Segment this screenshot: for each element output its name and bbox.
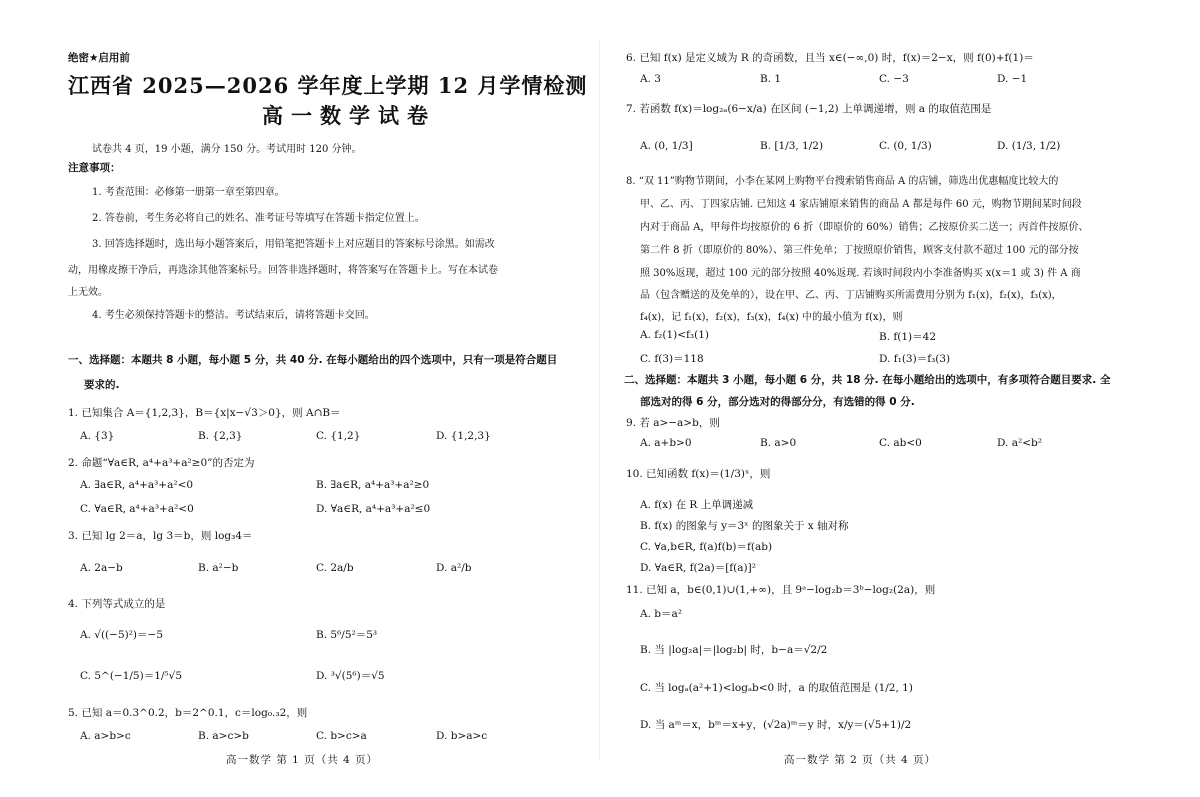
- q9-option-d: D. a²<b²: [997, 437, 1042, 449]
- q6-option-c: C. −3: [879, 73, 909, 85]
- q10-stem: 10. 已知函数 f(x)＝(1/3)ˣ，则: [626, 468, 771, 480]
- q8-line-1: 8. “双 11”购物节期间，小李在某网上购物平台搜索销售商品 A 的店铺，筛选出优惠幅度比较大的: [626, 176, 1059, 187]
- q1-option-b: B. {2,3}: [198, 430, 243, 442]
- q11-option-b: B. 当 |log₂a|＝|log₂b| 时，b−a＝√2/2: [640, 644, 828, 656]
- q9-stem: 9. 若 a>−a>b，则: [626, 417, 720, 429]
- q9-option-a: A. a+b>0: [640, 437, 692, 449]
- section-1-heading: 一、选择题：本题共 8 小题，每小题 5 分，共 40 分. 在每小题给出的四个选项中，只有一项是符合题目: [68, 354, 558, 366]
- q7-stem: 7. 若函数 f(x)＝log₂ₐ(6−x/a) 在区间 (−1,2) 上单调递增，则 a 的取值范围是: [626, 103, 992, 115]
- q5-option-b: B. a>c>b: [198, 730, 249, 742]
- page-footer: 高一数学 第 1 页（共 4 页）: [226, 754, 379, 766]
- q5-option-c: C. b>c>a: [316, 730, 367, 742]
- q3-option-a: A. 2a−b: [80, 562, 123, 574]
- q5-stem: 5. 已知 a＝0.3^0.2，b＝2^0.1，c＝log₀.₃2，则: [68, 707, 308, 719]
- q8-line-2: 甲、乙、丙、丁四家店铺. 已知这 4 家店铺原来销售的商品 A 都是每件 60 元，购物节期间某时间段: [640, 199, 1082, 210]
- q1-stem: 1. 已知集合 A＝{1,2,3}，B＝{x|x−√3＞0}，则 A∩B＝: [68, 407, 341, 419]
- q4-option-c: C. 5^(−1/5)＝1/⁵√5: [80, 670, 183, 682]
- exam-subtitle: 高一数学试卷: [262, 103, 436, 128]
- note-3-cont: 动，用橡皮擦干净后，再选涂其他答案标号。回答非选择题时，将答案写在答题卡上。写在本试卷: [68, 265, 498, 276]
- note-4: 4. 考生必须保持答题卡的整洁。考试结束后，请将答题卡交回。: [92, 310, 375, 321]
- q4-option-b: B. 5⁶/5²＝5³: [316, 629, 378, 641]
- q4-stem: 4. 下列等式成立的是: [68, 598, 166, 610]
- q2-option-b: B. ∃a∈R, a⁴+a³+a²≥0: [316, 479, 430, 491]
- q2-stem: 2. 命题“∀a∈R, a⁴+a³+a²≥0”的否定为: [68, 457, 255, 469]
- q10-option-b: B. f(x) 的图象与 y＝3ˣ 的图象关于 x 轴对称: [640, 520, 849, 532]
- q3-option-d: D. a²/b: [436, 562, 472, 574]
- q10-option-d: D. ∀a∈R, f(2a)＝[f(a)]²: [640, 562, 756, 574]
- q8-option-a: A. f₂(1)<f₃(1): [640, 329, 709, 341]
- q10-option-a: A. f(x) 在 R 上单调递减: [640, 499, 754, 511]
- q8-option-d: D. f₁(3)＝f₃(3): [879, 353, 951, 365]
- q11-option-d: D. 当 aᵐ＝x，bᵐ＝x+y，(√2a)ᵐ＝y 时，x/y＝(√5+1)/2: [640, 719, 912, 731]
- q1-option-c: C. {1,2}: [316, 430, 361, 442]
- section-1-heading-cont: 要求的.: [84, 379, 120, 391]
- q3-option-b: B. a²−b: [198, 562, 239, 574]
- section-2-heading: 二、选择题：本题共 3 小题，每小题 6 分，共 18 分. 在每小题给出的选项中，有多项符合题目要求. 全: [624, 374, 1111, 386]
- q6-option-a: A. 3: [640, 73, 661, 85]
- exam-title: 江西省 2025—2026 学年度上学期 12 月学情检测: [68, 73, 588, 98]
- q6-stem: 6. 已知 f(x) 是定义域为 R 的奇函数，且当 x∈(−∞,0) 时，f(x)＝2−x，则 f(0)+f(1)＝: [626, 52, 1034, 64]
- q8-option-b: B. f(1)＝42: [879, 331, 937, 343]
- q1-option-a: A. {3}: [80, 430, 115, 442]
- q1-option-d: D. {1,2,3}: [436, 430, 491, 442]
- q7-option-a: A. (0, 1/3]: [640, 140, 693, 152]
- q3-option-c: C. 2a/b: [316, 562, 354, 574]
- note-3: 3. 回答选择题时，选出每小题答案后，用铅笔把答题卡上对应题目的答案标号涂黑。如需改: [92, 239, 495, 250]
- q9-option-c: C. ab<0: [879, 437, 922, 449]
- q8-line-5: 照 30%返现，超过 100 元的部分按照 40%返现. 若该时间段内小李准备购买 x(x＝1 或 3) 件 A 商: [640, 268, 1081, 279]
- q9-option-b: B. a>0: [760, 437, 797, 449]
- confidential-label: 绝密★启用前: [68, 52, 130, 64]
- q2-option-c: C. ∀a∈R, a⁴+a³+a²<0: [80, 503, 194, 515]
- q8-option-c: C. f(3)＝118: [640, 353, 704, 365]
- q3-stem: 3. 已知 lg 2＝a，lg 3＝b，则 log₃4＝: [68, 530, 253, 542]
- q11-option-c: C. 当 logₐ(a²+1)<logₐb<0 时，a 的取值范围是 (1/2, 1): [640, 682, 913, 694]
- note-2: 2. 答卷前，考生务必将自己的姓名、准考证号等填写在答题卡指定位置上。: [92, 213, 425, 224]
- q6-option-b: B. 1: [760, 73, 782, 85]
- q8-line-3: 内对于商品 A，甲每件均按原价的 6 折（即原价的 60%）销售；乙按原价买二送一；丙首件按原价、: [640, 222, 1089, 233]
- q2-option-a: A. ∃a∈R, a⁴+a³+a²<0: [80, 479, 194, 491]
- exam-intro: 试卷共 4 页，19 小题，满分 150 分。考试用时 120 分钟。: [92, 144, 362, 155]
- notes-heading: 注意事项：: [68, 162, 121, 174]
- q4-option-a: A. √((−5)²)＝−5: [80, 629, 164, 641]
- q11-stem: 11. 已知 a，b∈(0,1)∪(1,+∞)，且 9ᵃ−log₂b＝3ᵇ−log₂(2a)，则: [626, 584, 936, 596]
- q2-option-d: D. ∀a∈R, a⁴+a³+a²≤0: [316, 503, 431, 515]
- section-2-heading-cont: 部选对的得 6 分，部分选对的得部分分，有选错的得 0 分.: [640, 396, 915, 408]
- note-3-end: 上无效。: [68, 287, 108, 298]
- q5-option-d: D. b>a>c: [436, 730, 488, 742]
- q7-option-d: D. (1/3, 1/2): [997, 140, 1061, 152]
- exam-page-2: [600, 0, 1200, 797]
- q8-line-7: f₄(x)，记 f₁(x)，f₂(x)，f₃(x)，f₄(x) 中的最小值为 f(x)，则: [640, 312, 903, 323]
- q6-option-d: D. −1: [997, 73, 1028, 85]
- note-1: 1. 考查范围：必修第一册第一章至第四章。: [92, 187, 285, 198]
- q4-option-d: D. ³√(5⁶)＝√5: [316, 670, 385, 682]
- page-footer: 高一数学 第 2 页（共 4 页）: [784, 754, 937, 766]
- q11-option-a: A. b＝a²: [640, 608, 682, 620]
- q5-option-a: A. a>b>c: [80, 730, 131, 742]
- q7-option-c: C. (0, 1/3): [879, 140, 932, 152]
- q8-line-4: 第二件 8 折（即原价的 80%）、第三件免单；丁按照原价销售，顾客支付款不超过 100 元的部分按: [640, 245, 1079, 256]
- q8-line-6: 品（包含赠送的及免单的），设在甲、乙、丙、丁店铺购买所需费用分别为 f₁(x)，f₂(x)，f₃(x)，: [640, 290, 1062, 301]
- q7-option-b: B. [1/3, 1/2): [760, 140, 824, 152]
- q10-option-c: C. ∀a,b∈R, f(a)f(b)＝f(ab): [640, 541, 773, 553]
